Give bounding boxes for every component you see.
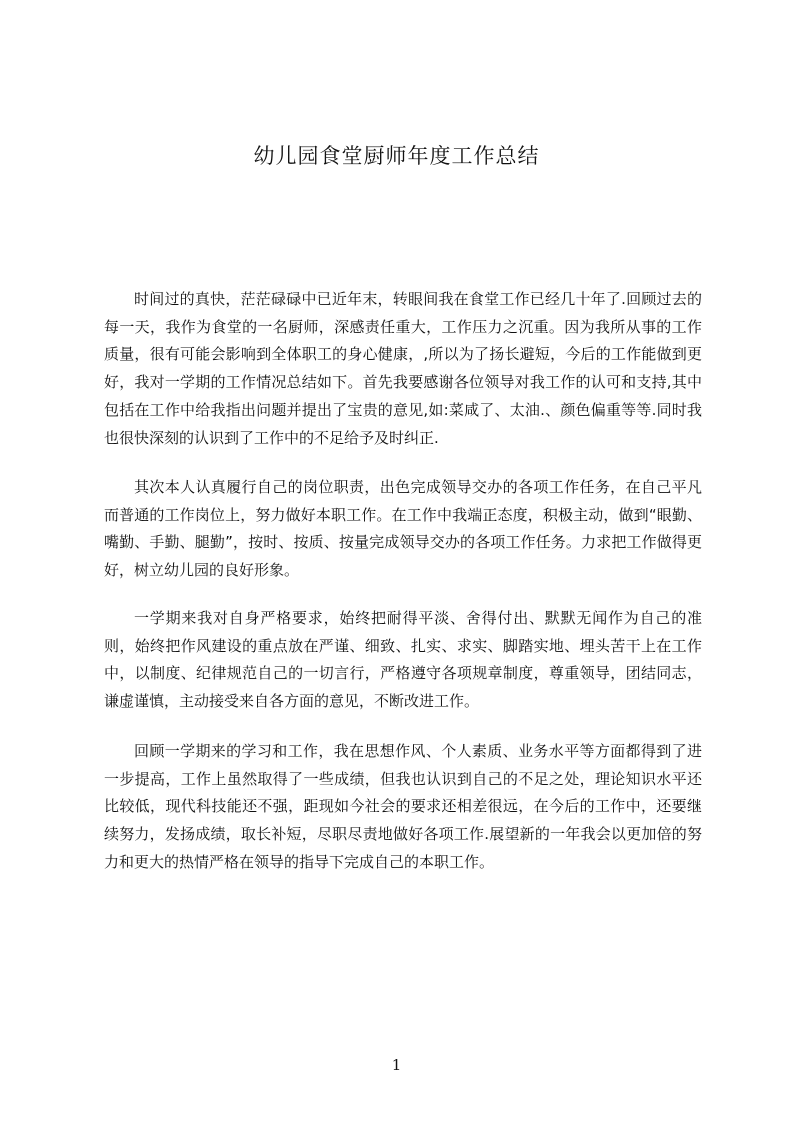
page-number: 1: [391, 1056, 402, 1074]
paragraph-2: 其次本人认真履行自己的岗位职责，出色完成领导交办的各项工作任务，在自己平凡而普通的工作岗位上，努力做好本职工作。在工作中我端正态度，积极主动，做到“眼勤、嘴勤、手勤、腿勤”，按时、按质、按量完成领导交办的各项工作任务。力求把工作做得更好，树立幼儿园的良好形象。: [104, 478, 702, 580]
paragraph-1: 时间过的真快，茫茫碌碌中已近年末，转眼间我在食堂工作已经几十年了.回顾过去的每一天，我作为食堂的一名厨师，深感责任重大，工作压力之沉重。因为我所从事的工作质量，很有可能会影响到全体职工的身心健康，,所以为了扬长避短，今后的工作能做到更好，我对一学期的工作情况总结如下。首先我要感谢各位领导对我工作的认可和支持,其中包括在工作中给我指出问题并提出了宝贵的意见,如:菜咸了、太油.、颜色偏重等等.同时我也很快深刻的认识到了工作中的不足给予及时纠正.: [104, 290, 702, 447]
paragraph-3: 一学期来我对自身严格要求，始终把耐得平淡、舍得付出、默默无闻作为自己的准则，始终把作风建设的重点放在严谨、细致、扎实、求实、脚踏实地、埋头苦干上在工作中，以制度、纪律规范自己的一切言行，严格遵守各项规章制度，尊重领导，团结同志，谦虚谨慎，主动接受来自各方面的意见，不断改进工作。: [104, 609, 702, 711]
document-title: 幼儿园食堂厨师年度工作总结: [253, 144, 540, 168]
paragraph-4: 回顾一学期来的学习和工作，我在思想作风、个人素质、业务水平等方面都得到了进一步提高，工作上虽然取得了一些成绩，但我也认识到自己的不足之处，理论知识水平还比较低，现代科技能还不强，距现如今社会的要求还相差很远，在今后的工作中，还要继续努力，发扬成绩，取长补短，尽职尽责地做好各项工作.展望新的一年我会以更加倍的努力和更大的热情严格在领导的指导下完成自己的本职工作。: [104, 742, 702, 871]
